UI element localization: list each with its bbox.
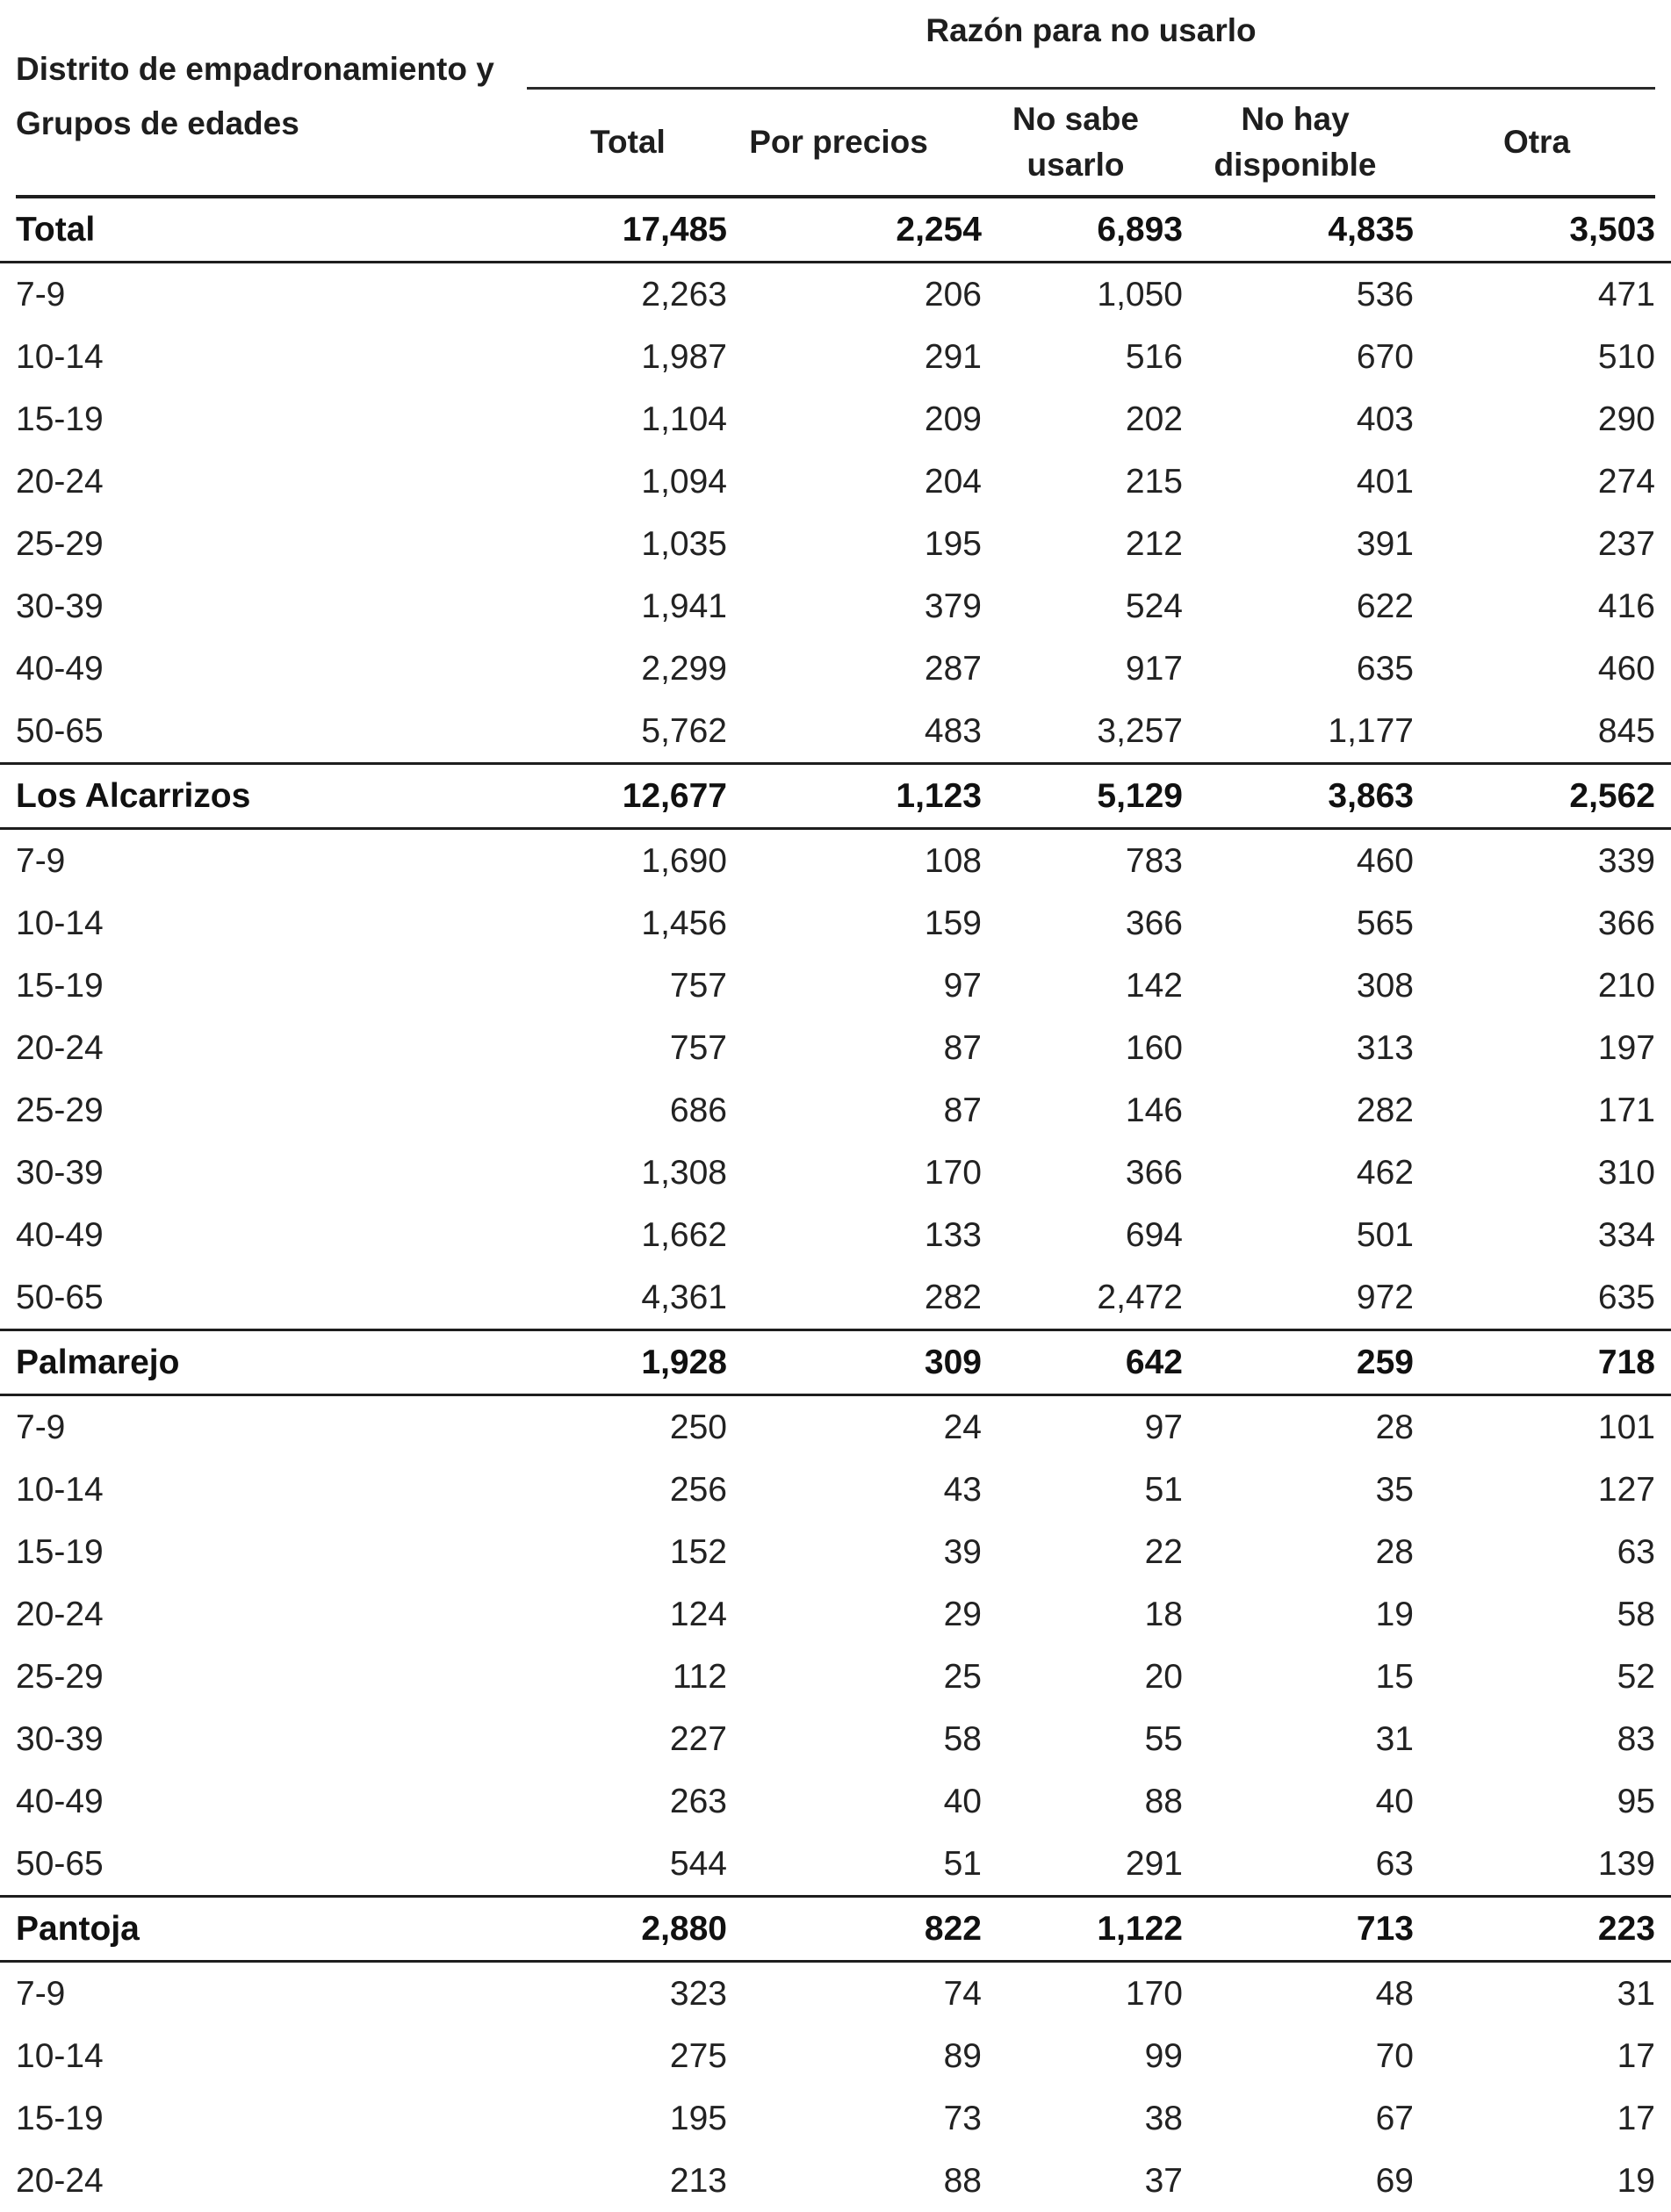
value-cell: 31 xyxy=(1617,1975,1655,2013)
section-value-cell: 718 xyxy=(1597,1344,1655,1381)
value-cell: 972 xyxy=(1356,1279,1414,1316)
column-header-por-precios: Por precios xyxy=(749,124,928,160)
value-cell: 17 xyxy=(1617,2037,1655,2075)
value-cell: 783 xyxy=(1125,842,1183,880)
value-cell: 536 xyxy=(1356,276,1414,313)
value-cell: 139 xyxy=(1597,1845,1655,1883)
table-row xyxy=(0,1266,1671,1329)
table-row xyxy=(0,1708,1671,1770)
value-cell: 391 xyxy=(1356,525,1414,563)
value-cell: 97 xyxy=(1144,1409,1183,1446)
value-cell: 97 xyxy=(943,967,982,1005)
age-group-label: 20-24 xyxy=(16,2162,104,2200)
value-cell: 63 xyxy=(1617,1533,1655,1571)
value-cell: 212 xyxy=(1125,525,1183,563)
value-cell: 460 xyxy=(1597,650,1655,688)
age-group-label: 40-49 xyxy=(16,1783,104,1820)
value-cell: 127 xyxy=(1597,1471,1655,1509)
value-cell: 1,035 xyxy=(641,525,727,563)
value-cell: 38 xyxy=(1144,2100,1183,2137)
value-cell: 95 xyxy=(1617,1783,1655,1820)
value-cell: 1,941 xyxy=(641,587,727,625)
table-row xyxy=(0,575,1671,638)
section-value-cell: 713 xyxy=(1356,1910,1414,1948)
table-row xyxy=(0,1079,1671,1142)
value-cell: 1,662 xyxy=(641,1216,727,1254)
age-group-label: 15-19 xyxy=(16,967,104,1005)
section-value-cell: 12,677 xyxy=(622,777,727,815)
value-cell: 22 xyxy=(1144,1533,1183,1571)
section-value-cell: 17,485 xyxy=(622,211,727,249)
value-cell: 213 xyxy=(669,2162,727,2200)
value-cell: 99 xyxy=(1144,2037,1183,2075)
value-cell: 274 xyxy=(1597,463,1655,501)
value-cell: 24 xyxy=(943,1409,982,1446)
age-group-label: 30-39 xyxy=(16,587,104,625)
value-cell: 1,050 xyxy=(1097,276,1183,313)
value-cell: 124 xyxy=(669,1596,727,1633)
table-row xyxy=(0,326,1671,388)
value-cell: 403 xyxy=(1356,400,1414,438)
age-group-label: 7-9 xyxy=(16,276,66,313)
value-cell: 334 xyxy=(1597,1216,1655,1254)
value-cell: 227 xyxy=(669,1720,727,1758)
column-header-no-sabe-usarlo: No sabe usarlo xyxy=(1012,101,1139,183)
table-row xyxy=(0,1963,1671,2025)
group-header: Razón para no usarlo xyxy=(926,12,1257,48)
value-cell: 282 xyxy=(924,1279,982,1316)
section-value-cell: 259 xyxy=(1356,1344,1414,1381)
section-label: Pantoja xyxy=(16,1910,140,1948)
value-cell: 210 xyxy=(1597,967,1655,1005)
table-row xyxy=(0,450,1671,513)
value-cell: 55 xyxy=(1144,1720,1183,1758)
value-cell: 58 xyxy=(1617,1596,1655,1633)
value-cell: 170 xyxy=(924,1154,982,1192)
section-label: Los Alcarrizos xyxy=(16,777,251,815)
age-group-label: 20-24 xyxy=(16,463,104,501)
value-cell: 510 xyxy=(1597,338,1655,376)
section-value-cell: 5,129 xyxy=(1097,777,1183,815)
value-cell: 471 xyxy=(1597,276,1655,313)
table-row xyxy=(0,955,1671,1017)
section-row xyxy=(0,1329,1671,1396)
value-cell: 70 xyxy=(1375,2037,1414,2075)
value-cell: 28 xyxy=(1375,1533,1414,1571)
value-cell: 170 xyxy=(1125,1975,1183,2013)
age-group-label: 50-65 xyxy=(16,1279,104,1316)
column-header-total: Total xyxy=(590,124,666,160)
age-group-label: 50-65 xyxy=(16,1845,104,1883)
value-cell: 73 xyxy=(943,2100,982,2137)
value-cell: 2,472 xyxy=(1097,1279,1183,1316)
section-value-cell: 1,928 xyxy=(641,1344,727,1381)
value-cell: 1,094 xyxy=(641,463,727,501)
value-cell: 88 xyxy=(943,2162,982,2200)
age-group-label: 7-9 xyxy=(16,1409,66,1446)
section-value-cell: 2,562 xyxy=(1569,777,1655,815)
section-row xyxy=(0,1895,1671,1963)
age-group-label: 50-65 xyxy=(16,712,104,750)
value-cell: 48 xyxy=(1375,1975,1414,2013)
value-cell: 43 xyxy=(943,1471,982,1509)
table-row xyxy=(0,1459,1671,1521)
table-body xyxy=(0,198,1671,2212)
value-cell: 366 xyxy=(1125,904,1183,942)
table-row xyxy=(0,388,1671,450)
value-cell: 4,361 xyxy=(641,1279,727,1316)
column-header-otra: Otra xyxy=(1502,124,1571,160)
value-cell: 15 xyxy=(1375,1658,1414,1696)
value-cell: 83 xyxy=(1617,1720,1655,1758)
value-cell: 51 xyxy=(1144,1471,1183,1509)
table-row xyxy=(0,1833,1671,1895)
value-cell: 1,456 xyxy=(641,904,727,942)
age-group-label: 10-14 xyxy=(16,1471,104,1509)
table-row xyxy=(0,1646,1671,1708)
column-header-no-hay-disponible: No hay disponible xyxy=(1214,101,1377,183)
value-cell: 290 xyxy=(1597,400,1655,438)
value-cell: 160 xyxy=(1125,1029,1183,1067)
value-cell: 51 xyxy=(943,1845,982,1883)
value-cell: 1,104 xyxy=(641,400,727,438)
age-group-label: 25-29 xyxy=(16,1658,104,1696)
value-cell: 501 xyxy=(1356,1216,1414,1254)
table-row xyxy=(0,892,1671,955)
value-cell: 565 xyxy=(1356,904,1414,942)
section-value-cell: 6,893 xyxy=(1097,211,1183,249)
value-cell: 67 xyxy=(1375,2100,1414,2137)
age-group-label: 30-39 xyxy=(16,1154,104,1192)
section-value-cell: 1,123 xyxy=(896,777,982,815)
value-cell: 282 xyxy=(1356,1092,1414,1129)
value-cell: 18 xyxy=(1144,1596,1183,1633)
age-group-label: 40-49 xyxy=(16,1216,104,1254)
section-label: Total xyxy=(16,211,96,249)
table-row xyxy=(0,263,1671,326)
value-cell: 313 xyxy=(1356,1029,1414,1067)
value-cell: 88 xyxy=(1144,1783,1183,1820)
value-cell: 379 xyxy=(924,587,982,625)
age-group-label: 25-29 xyxy=(16,525,104,563)
value-cell: 323 xyxy=(669,1975,727,2013)
table-row xyxy=(0,513,1671,575)
value-cell: 5,762 xyxy=(641,712,727,750)
value-cell: 58 xyxy=(943,1720,982,1758)
age-group-label: 10-14 xyxy=(16,338,104,376)
value-cell: 237 xyxy=(1597,525,1655,563)
table-row xyxy=(0,2150,1671,2212)
value-cell: 17 xyxy=(1617,2100,1655,2137)
section-value-cell: 2,254 xyxy=(896,211,982,249)
value-cell: 308 xyxy=(1356,967,1414,1005)
value-cell: 159 xyxy=(924,904,982,942)
table-row xyxy=(0,1396,1671,1459)
age-group-label: 25-29 xyxy=(16,1092,104,1129)
section-value-cell: 642 xyxy=(1125,1344,1183,1381)
section-row xyxy=(0,198,1671,263)
value-cell: 2,263 xyxy=(641,276,727,313)
age-group-label: 10-14 xyxy=(16,904,104,942)
value-cell: 69 xyxy=(1375,2162,1414,2200)
value-cell: 152 xyxy=(669,1533,727,1571)
value-cell: 206 xyxy=(924,276,982,313)
section-value-cell: 3,503 xyxy=(1569,211,1655,249)
value-cell: 142 xyxy=(1125,967,1183,1005)
value-cell: 757 xyxy=(669,1029,727,1067)
value-cell: 460 xyxy=(1356,842,1414,880)
value-cell: 101 xyxy=(1597,1409,1655,1446)
age-group-label: 15-19 xyxy=(16,400,104,438)
value-cell: 256 xyxy=(669,1471,727,1509)
value-cell: 19 xyxy=(1375,1596,1414,1633)
section-value-cell: 822 xyxy=(924,1910,982,1948)
table-row xyxy=(0,638,1671,700)
value-cell: 275 xyxy=(669,2037,727,2075)
value-cell: 197 xyxy=(1597,1029,1655,1067)
table-row xyxy=(0,2025,1671,2087)
value-cell: 845 xyxy=(1597,712,1655,750)
value-cell: 63 xyxy=(1375,1845,1414,1883)
value-cell: 622 xyxy=(1356,587,1414,625)
value-cell: 524 xyxy=(1125,587,1183,625)
value-cell: 483 xyxy=(924,712,982,750)
value-cell: 339 xyxy=(1597,842,1655,880)
value-cell: 52 xyxy=(1617,1658,1655,1696)
table-row xyxy=(0,1017,1671,1079)
section-value-cell: 309 xyxy=(924,1344,982,1381)
table-row xyxy=(0,1521,1671,1583)
age-group-label: 15-19 xyxy=(16,2100,104,2137)
age-group-label: 20-24 xyxy=(16,1029,104,1067)
value-cell: 87 xyxy=(943,1029,982,1067)
value-cell: 40 xyxy=(943,1783,982,1820)
value-cell: 195 xyxy=(924,525,982,563)
value-cell: 87 xyxy=(943,1092,982,1129)
value-cell: 287 xyxy=(924,650,982,688)
value-cell: 310 xyxy=(1597,1154,1655,1192)
section-value-cell: 4,835 xyxy=(1328,211,1414,249)
value-cell: 146 xyxy=(1125,1092,1183,1129)
value-cell: 29 xyxy=(943,1596,982,1633)
section-value-cell: 1,122 xyxy=(1097,1910,1183,1948)
age-group-label: 15-19 xyxy=(16,1533,104,1571)
age-group-label: 40-49 xyxy=(16,650,104,688)
value-cell: 195 xyxy=(669,2100,727,2137)
value-cell: 1,308 xyxy=(641,1154,727,1192)
age-group-label: 10-14 xyxy=(16,2037,104,2075)
value-cell: 694 xyxy=(1125,1216,1183,1254)
value-cell: 1,177 xyxy=(1328,712,1414,750)
value-cell: 263 xyxy=(669,1783,727,1820)
table-row xyxy=(0,1142,1671,1204)
value-cell: 112 xyxy=(672,1658,727,1696)
value-cell: 291 xyxy=(924,338,982,376)
stub-header: Distrito de empadronamiento y Grupos de edades xyxy=(16,51,494,141)
table-row xyxy=(0,700,1671,762)
table-row xyxy=(0,1770,1671,1833)
value-cell: 757 xyxy=(669,967,727,1005)
value-cell: 28 xyxy=(1375,1409,1414,1446)
value-cell: 171 xyxy=(1597,1092,1655,1129)
value-cell: 366 xyxy=(1597,904,1655,942)
value-cell: 19 xyxy=(1617,2162,1655,2200)
value-cell: 635 xyxy=(1597,1279,1655,1316)
section-value-cell: 3,863 xyxy=(1328,777,1414,815)
age-group-label: 7-9 xyxy=(16,1975,66,2013)
value-cell: 89 xyxy=(943,2037,982,2075)
value-cell: 516 xyxy=(1125,338,1183,376)
age-group-label: 20-24 xyxy=(16,1596,104,1633)
value-cell: 416 xyxy=(1597,587,1655,625)
value-cell: 1,690 xyxy=(641,842,727,880)
section-row xyxy=(0,762,1671,830)
table-row xyxy=(0,2087,1671,2150)
value-cell: 35 xyxy=(1375,1471,1414,1509)
value-cell: 544 xyxy=(669,1845,727,1883)
value-cell: 39 xyxy=(943,1533,982,1571)
value-cell: 3,257 xyxy=(1097,712,1183,750)
value-cell: 1,987 xyxy=(641,338,727,376)
section-value-cell: 223 xyxy=(1597,1910,1655,1948)
value-cell: 37 xyxy=(1144,2162,1183,2200)
table-row xyxy=(0,1583,1671,1646)
value-cell: 2,299 xyxy=(641,650,727,688)
value-cell: 74 xyxy=(943,1975,982,2013)
value-cell: 917 xyxy=(1125,650,1183,688)
value-cell: 25 xyxy=(943,1658,982,1696)
value-cell: 670 xyxy=(1356,338,1414,376)
value-cell: 686 xyxy=(669,1092,727,1129)
age-group-label: 7-9 xyxy=(16,842,66,880)
group-header-rule xyxy=(527,87,1655,90)
table-row xyxy=(0,1204,1671,1266)
section-label: Palmarejo xyxy=(16,1344,180,1381)
value-cell: 40 xyxy=(1375,1783,1414,1820)
value-cell: 366 xyxy=(1125,1154,1183,1192)
value-cell: 209 xyxy=(924,400,982,438)
value-cell: 108 xyxy=(924,842,982,880)
value-cell: 20 xyxy=(1144,1658,1183,1696)
value-cell: 204 xyxy=(924,463,982,501)
value-cell: 202 xyxy=(1125,400,1183,438)
value-cell: 291 xyxy=(1125,1845,1183,1883)
value-cell: 215 xyxy=(1125,463,1183,501)
value-cell: 462 xyxy=(1356,1154,1414,1192)
value-cell: 31 xyxy=(1375,1720,1414,1758)
section-value-cell: 2,880 xyxy=(641,1910,727,1948)
value-cell: 250 xyxy=(669,1409,727,1446)
value-cell: 635 xyxy=(1356,650,1414,688)
table-row xyxy=(0,830,1671,892)
value-cell: 401 xyxy=(1356,463,1414,501)
age-group-label: 30-39 xyxy=(16,1720,104,1758)
value-cell: 133 xyxy=(924,1216,982,1254)
